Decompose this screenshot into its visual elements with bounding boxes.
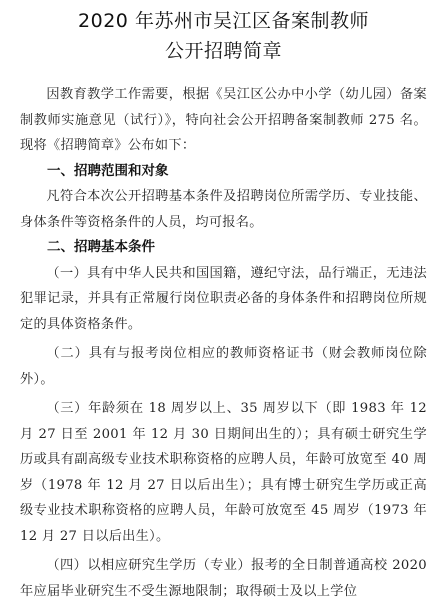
condition-item-2: （二）具有与报考岗位相应的教师资格证书（财会教师岗位除外）。 [20,346,427,387]
title-line-1: 2020 年苏州市吴江区备案制教师 [78,10,369,32]
intro-paragraph: 因教育教学工作需要，根据《吴江区公办中小学（幼儿园）备案制教师实施意见（试行）》，特向社会公开招聘备案制教师 275 名。现将《招聘简章》公布如下： [20,87,427,153]
condition-item-4: （四）以相应研究生学历（专业）报考的全日制普通高校 2020 年应届毕业研究生不受生源地限制；取得硕士及以上学位 [20,558,427,599]
section-heading-scope: 一、招聘范围和对象 [47,162,169,179]
section-scope-paragraph: 凡符合本次公开招聘基本条件及招聘岗位所需学历、专业技能、身体条件等资格条件的人员，均可报名。 [20,189,427,230]
document-title [20,6,427,66]
condition-item-1: （一）具有中华人民共和国国籍，遵纪守法，品行端正，无违法犯罪记录，并具有正常履行岗位职责必备的身体条件和招聘岗位所规定的具体资格条件。 [20,265,427,332]
title-line-2: 公开招聘简章 [164,40,282,62]
section-heading-conditions: 二、招聘基本条件 [47,239,155,255]
condition-item-3: （三）年龄须在 18 周岁以上、35 周岁以下（即 1983 年 12 月 27 日至 2001 年 12 月 30 日期间出生的）；具有硕士研究生学历或具有副高级专业技术职称资格的应聘人员，年龄可放宽至 40 周岁（1978 年 12 月 27 日以后出生）；具有博士研究生学历或正高级专业技术职称资格的应聘人员，年龄可放宽至 45 周岁（1973 年 12 月 27 日以后出生）。 [20,401,427,544]
